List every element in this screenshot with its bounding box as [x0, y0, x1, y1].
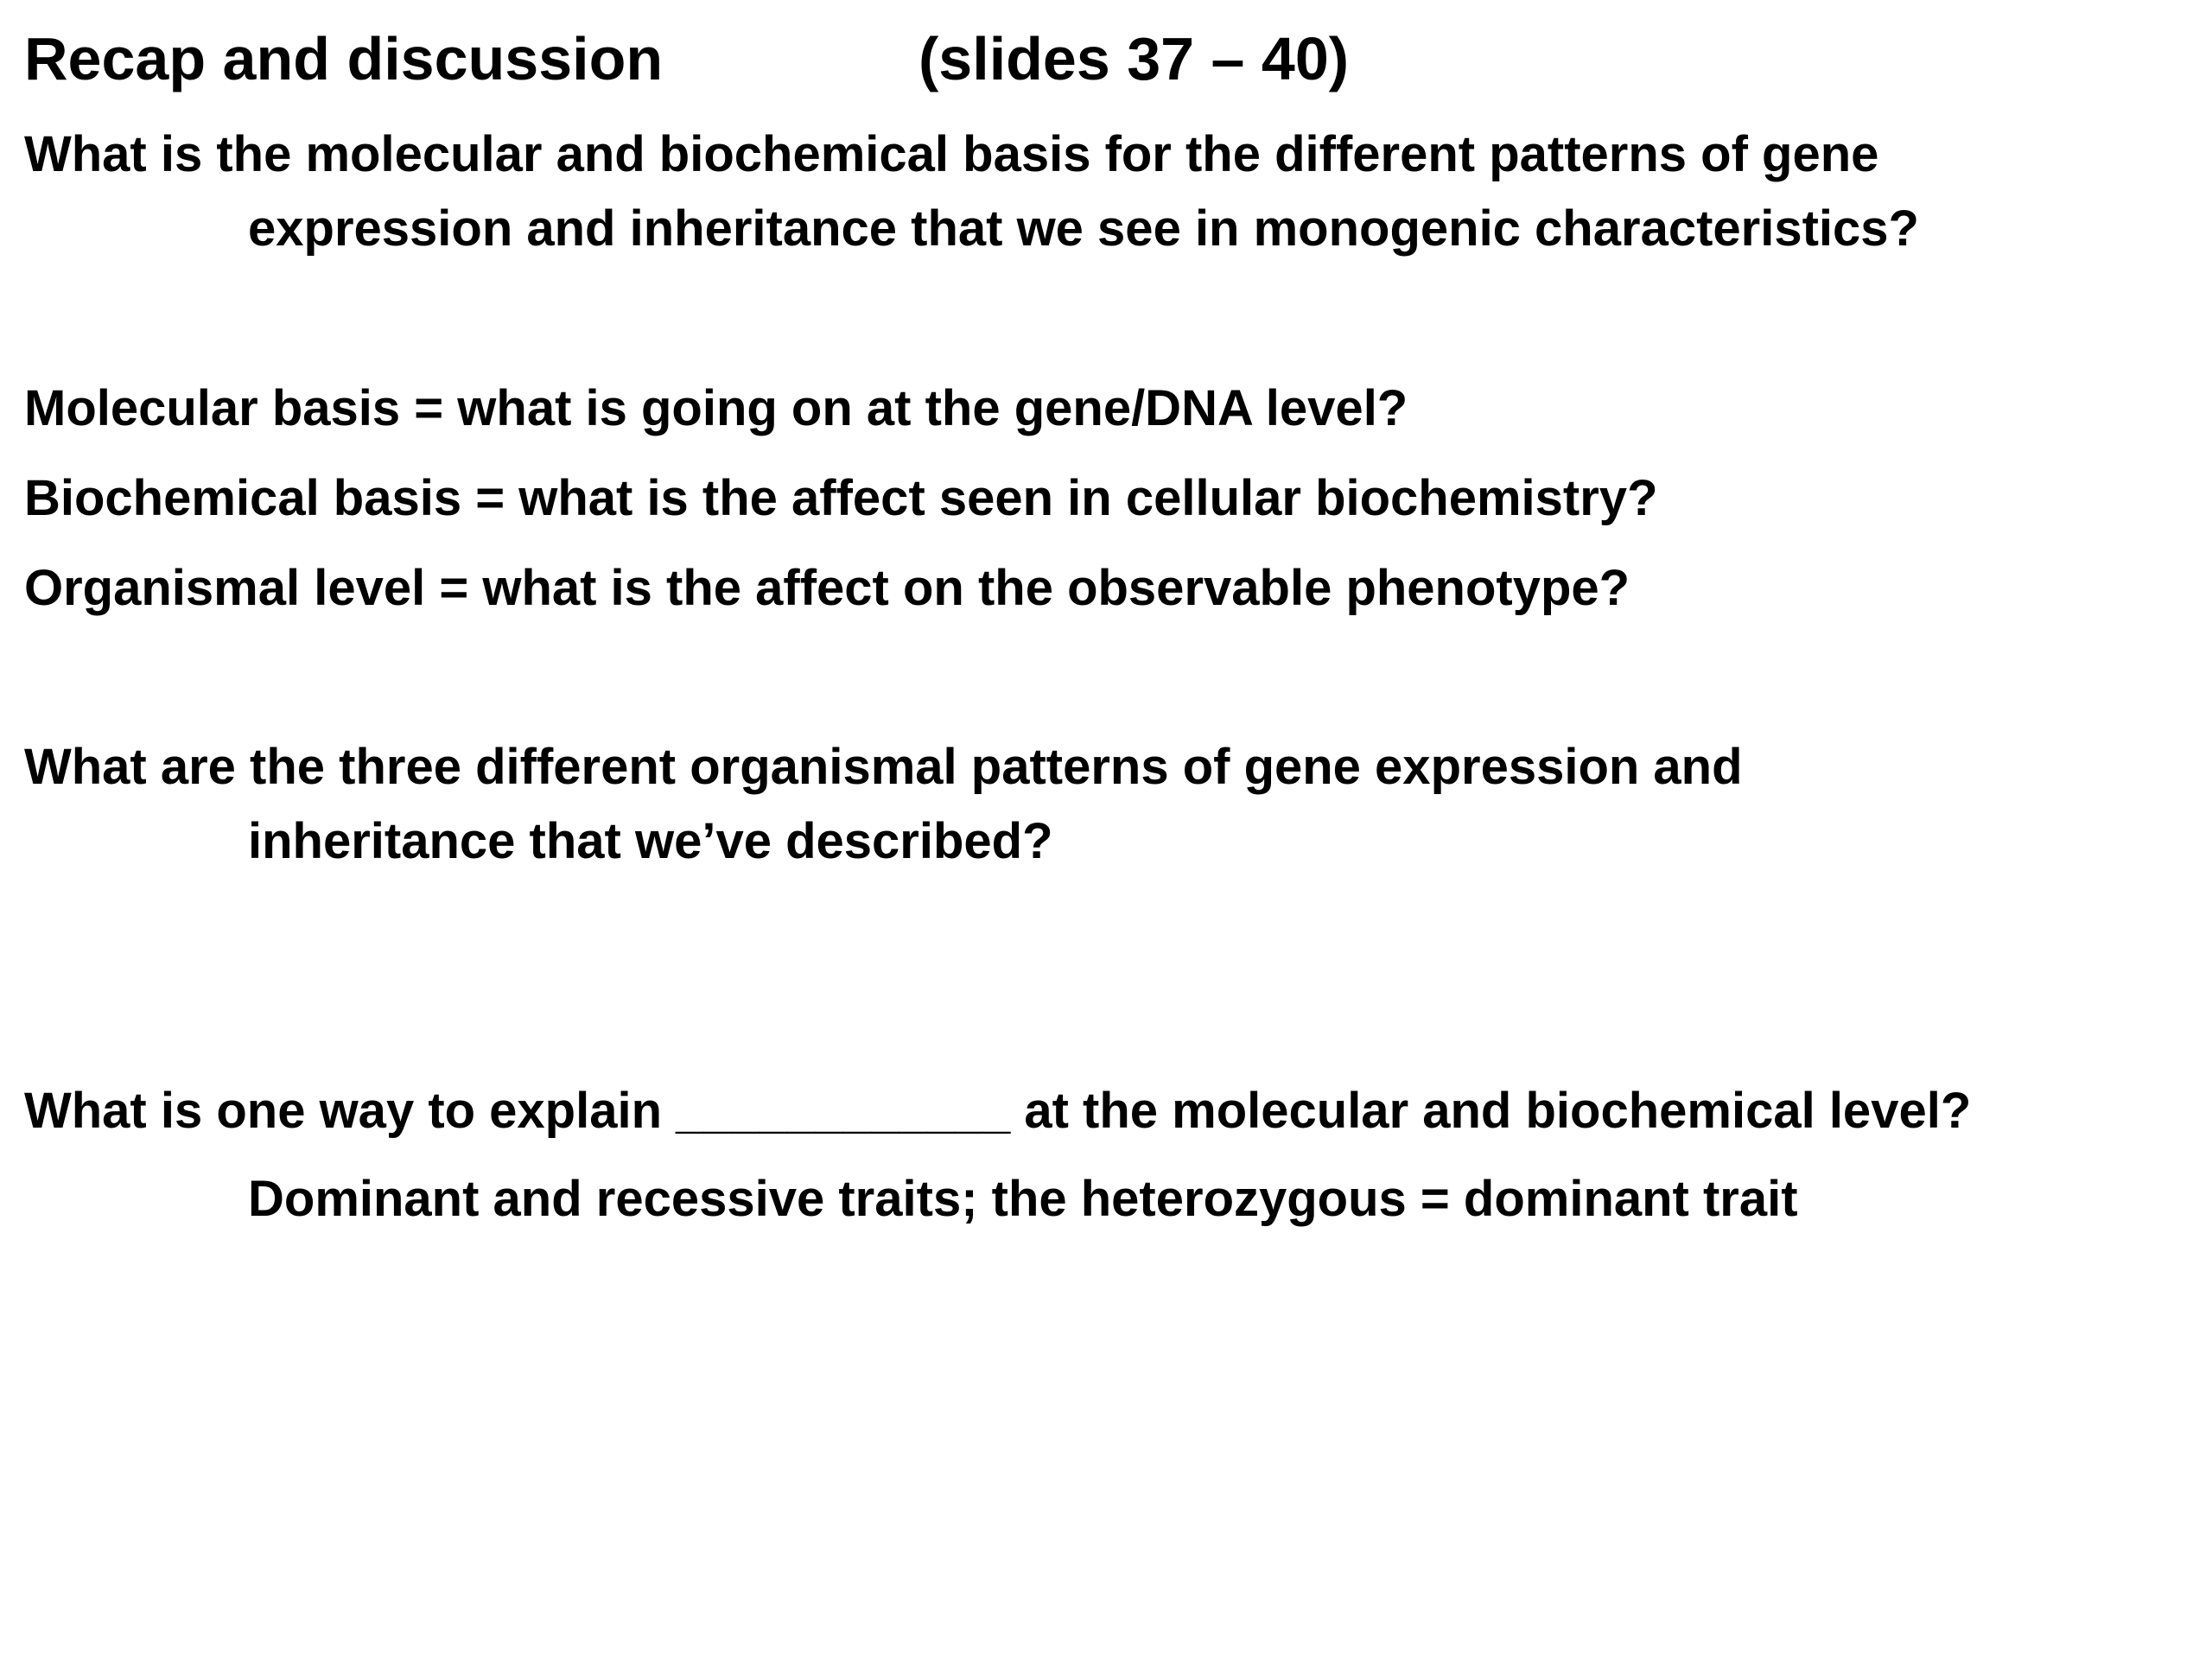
question2-line2: inheritance that we’ve described?	[248, 813, 1053, 869]
definition-biochemical: Biochemical basis = what is the affect seen in cellular biochemistry?	[24, 470, 1658, 526]
question3-answer: Dominant and recessive traits; the heterozygous = dominant trait	[248, 1171, 1798, 1227]
definition-organismal: Organismal level = what is the affect on the observable phenotype?	[24, 560, 1630, 616]
definition-molecular: Molecular basis = what is going on at the gene/DNA level?	[24, 380, 1408, 436]
title-row	[24, 16, 2167, 102]
slide-range: (slides 37 – 40)	[918, 25, 1350, 92]
question3-line1: What is one way to explain ____________ at the molecular and biochemical level?	[24, 1083, 1972, 1139]
question2-line1: What are the three different organismal patterns of gene expression and	[24, 739, 1743, 795]
question1-line1: What is the molecular and biochemical basis for the different patterns of gene	[24, 126, 1879, 182]
question1-line2: expression and inheritance that we see in monogenic characteristics?	[248, 200, 1919, 257]
slide-title: Recap and discussion	[24, 25, 664, 92]
